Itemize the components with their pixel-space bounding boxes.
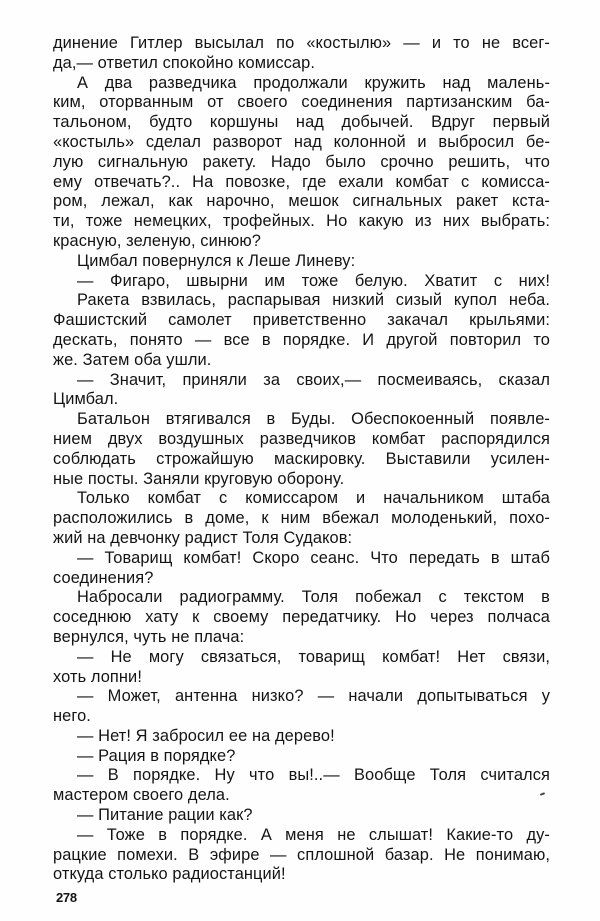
text-line: откуда столько радиостанций! [53, 865, 286, 884]
text-line: нием двух воздушных разведчиков комбат распорядился [53, 429, 550, 448]
text-line: — Товарищ комбат! Скоро сеанс. Что передать в штаб [77, 548, 550, 567]
text-line: красную, зеленую, синюю? [53, 231, 261, 250]
text-line: же. Затем оба ушли. [53, 350, 212, 369]
text-line: — Значит, приняли за своих,— посмеиваясь, сказал [77, 370, 550, 389]
text-line: жий на девчонку радист Толя Судаков: [53, 528, 353, 547]
text-line: ром, лежал, как нарочно, мешок сигнальных ракет кста- [53, 192, 550, 211]
text-line: Только комбат с комиссаром и начальником штаба [77, 489, 550, 508]
text-line: ким, оторванным от своего соединения партизанским ба- [53, 93, 550, 112]
text-line: дескать, понято — все в порядке. И другой повторил то [53, 330, 550, 349]
text-line: динение Гитлер высылал по «костылю» — и то не всег- [53, 34, 550, 52]
text-line: вернулся, чуть не плача: [53, 627, 245, 646]
text-line: соблюдать строжайшую маскировку. Выставили усилен- [53, 449, 550, 468]
text-line: — Фигаро, швырни им тоже белую. Хватит с них! [77, 271, 550, 290]
text-line: Цимбал повернулся к Леше Линеву: [77, 251, 356, 270]
text-line: Набросали радиограмму. Толя побежал с текстом в [77, 588, 550, 607]
text-line: мастером своего дела. [53, 786, 230, 805]
text-line: тальоном, будто коршуны над добычей. Вдруг первый [53, 113, 550, 132]
text-line: лую сигнальную ракету. Надо было срочно решить, что [53, 152, 550, 171]
text-line: соединения? [53, 568, 154, 587]
text-line: Батальон втягивался в Буды. Обеспокоенный появле- [77, 410, 550, 429]
text-line: — Нет! Я забросил ее на дерево! [77, 726, 335, 745]
text-line: — Не могу связаться, товарищ комбат! Нет связи, [77, 647, 550, 666]
text-line: — Может, антенна низко? — начали допытываться у [77, 687, 550, 706]
text-line: — Тоже в порядке. А меня не слышат! Какие-то ду- [77, 825, 550, 844]
page-number: 278 [56, 890, 77, 905]
text-line: Ракета взвилась, распарывая низкий сизый купол неба. [77, 291, 550, 310]
text-line: рацкие помехи. В эфире — сплошной базар. Не понимаю, [53, 845, 550, 864]
text-line: «костыль» сделал разворот над колонной и выбросил бе- [53, 132, 550, 151]
text-line: него. [53, 707, 91, 726]
text-line: — В порядке. Ну что вы!..— Вообще Толя считался [77, 766, 550, 785]
text-line: расположились в доме, к ним вбежал молоденький, похо- [53, 509, 550, 528]
text-line: — Питание рации как? [77, 806, 253, 825]
body-text [53, 34, 550, 885]
text-line: А два разведчика продолжали кружить над малень- [77, 73, 550, 92]
text-line: Цимбал. [53, 390, 119, 409]
text-line: ему отвечать?.. На повозке, где ехали комбат с комисса- [53, 172, 550, 191]
text-line: ти, тоже немецких, трофейных. Но какую из них выбрать: [53, 212, 550, 231]
text-line: — Рация в порядке? [77, 746, 236, 765]
text-line: хоть лопни! [53, 667, 142, 686]
text-line: да,— ответил спокойно комиссар. [53, 53, 316, 72]
text-line: ные посты. Заняли круговую оборону. [53, 469, 345, 488]
text-line: соседнюю хату к своему передатчику. Но через полчаса [53, 608, 550, 627]
text-line: Фашистский самолет приветственно закачал крыльями: [53, 311, 550, 330]
